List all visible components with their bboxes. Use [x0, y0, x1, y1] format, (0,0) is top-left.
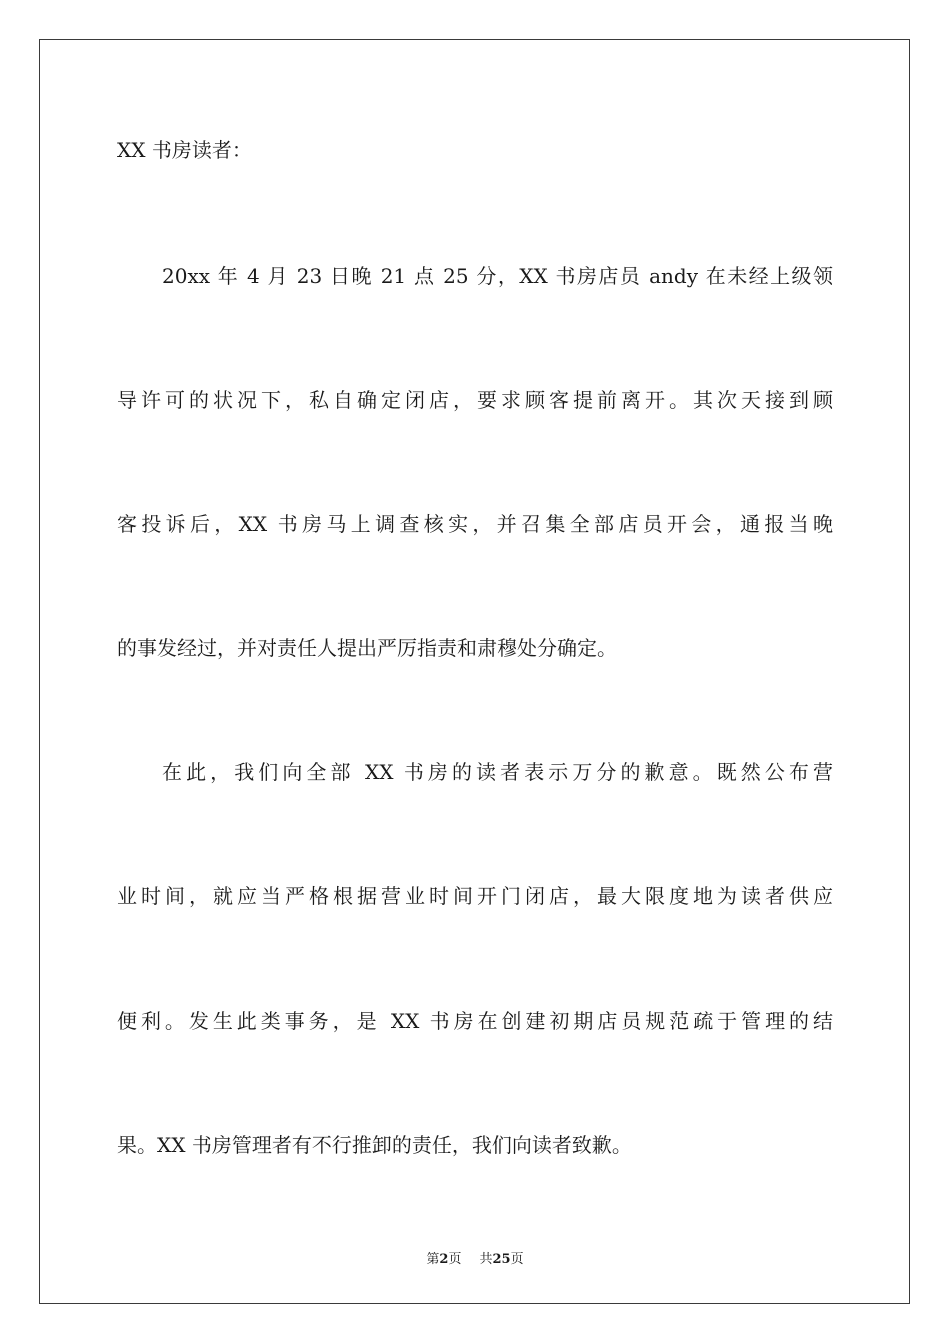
- footer-page-suffix: 页: [448, 1252, 462, 1267]
- paragraph-2-line-1: 在此，我们向全部 XX 书房的读者表示万分的歉意。既然公布营: [162, 760, 833, 784]
- footer-total-pages: 25: [492, 1252, 511, 1267]
- paragraph-1-line-1: 20xx 年 4 月 23 日晚 21 点 25 分，XX 书房店员 andy 在未经上级领: [162, 264, 833, 288]
- paragraph-1-line-2: 导许可的状况下，私自确定闭店，要求顾客提前离开。其次天接到顾: [117, 388, 833, 412]
- footer-page-number: 2: [439, 1252, 449, 1267]
- paragraph-2-line-2: 业时间，就应当严格根据营业时间开门闭店，最大限度地为读者供应: [117, 884, 833, 908]
- footer-total-prefix: 共: [479, 1252, 493, 1267]
- paragraph-1-line-4: 的事发经过，并对责任人提出严厉指责和肃穆处分确定。: [117, 636, 617, 660]
- paragraph-2-line-3: 便利。发生此类事务，是 XX 书房在创建初期店员规范疏于管理的结: [117, 1009, 833, 1033]
- footer-total-suffix: 页: [510, 1252, 524, 1267]
- page-footer: [0, 1248, 950, 1267]
- page-border: [39, 39, 910, 1304]
- footer-page-prefix: 第: [426, 1252, 440, 1267]
- paragraph-2-line-4: 果。XX 书房管理者有不行推卸的责任，我们向读者致歉。: [117, 1133, 632, 1157]
- salutation: XX 书房读者：: [117, 138, 252, 162]
- paragraph-1-line-3: 客投诉后，XX 书房马上调查核实，并召集全部店员开会，通报当晚: [117, 512, 833, 536]
